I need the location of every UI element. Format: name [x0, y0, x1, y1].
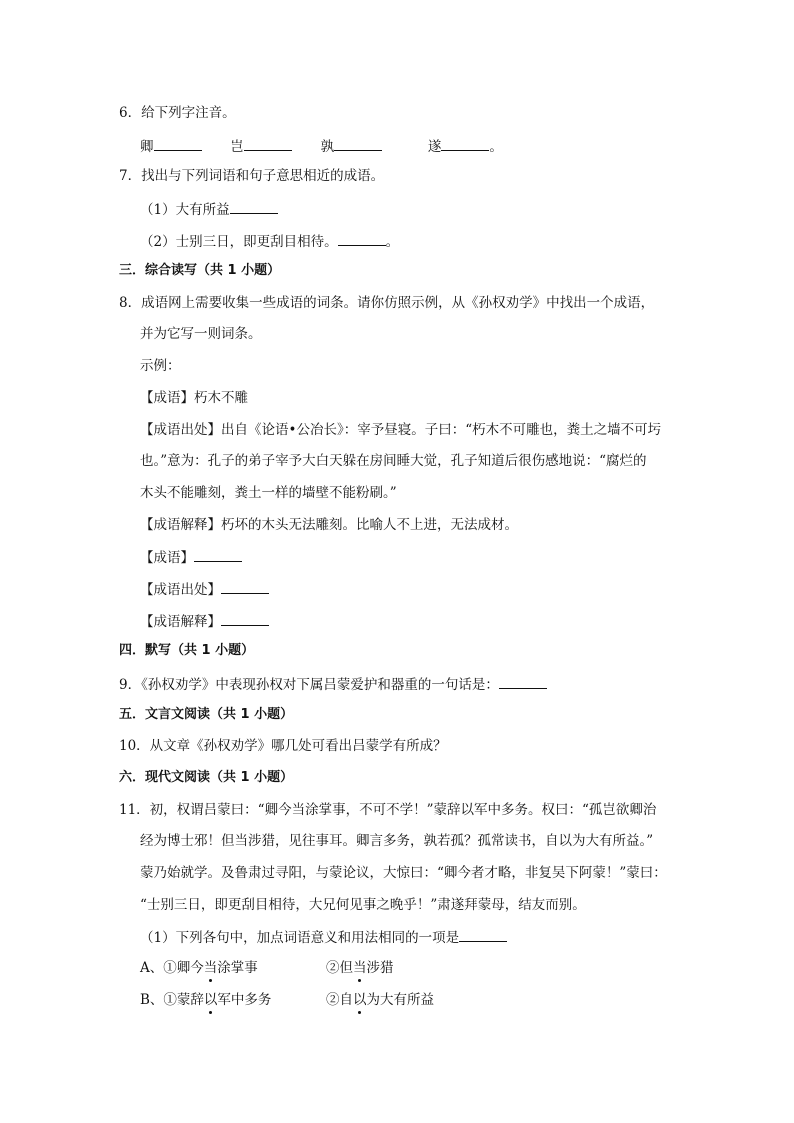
- q8-blank-source-label: 【成语出处】: [140, 582, 221, 598]
- dotted-word: 以: [203, 992, 218, 1008]
- dotted-word: 当: [353, 960, 367, 976]
- option-text: ①蒙辞: [163, 992, 204, 1008]
- q6-pinyin-row: [140, 136, 503, 156]
- q11-option-a-2: [326, 959, 394, 977]
- q7-sub2-text: （2）士别三日，即更刮目相待。: [140, 234, 338, 250]
- q11-option-b-2: [326, 991, 434, 1009]
- answer-blank[interactable]: [499, 674, 547, 689]
- q11-option-b[interactable]: [140, 991, 271, 1009]
- q11-passage-line4: “士别三日，即更刮目相待，大兄何见事之晚乎！”肃遂拜蒙母，结友而别。: [140, 897, 586, 913]
- q8-line2: 并为它写一则词条。: [140, 326, 262, 342]
- answer-blank[interactable]: [221, 611, 269, 626]
- q8-blank-meaning-label: 【成语解释】: [140, 614, 221, 630]
- q8-example-idiom: 【成语】朽木不雕: [140, 390, 248, 406]
- option-text: 涉猎: [366, 960, 394, 976]
- section-6-heading: 六．现代文阅读（共 1 小题）: [119, 770, 294, 785]
- q8-example-source-3: 木头不能雕刻，粪土一样的墙壁不能粉刷。”: [140, 485, 397, 501]
- option-text: 涂掌事: [217, 960, 258, 976]
- q7-sub1: [140, 199, 278, 219]
- answer-blank[interactable]: [244, 136, 292, 151]
- section-4-heading: 四．默写（共 1 小题）: [119, 643, 255, 658]
- q7-sub2-end: 。: [385, 234, 400, 250]
- q6-char: 岂: [230, 139, 244, 155]
- q6-char: 孰: [320, 139, 335, 155]
- q8-line1: 8．成语网上需要收集一些成语的词条。请你仿照示例，从《孙权劝学》中找出一个成语，: [119, 295, 655, 311]
- q6-item-3: [321, 136, 424, 156]
- section-3-heading: 三．综合读写（共 1 小题）: [119, 263, 281, 278]
- option-text: ②但: [326, 960, 353, 976]
- option-label: B、: [140, 992, 164, 1008]
- q9: [119, 674, 547, 694]
- section-5-heading: 五．文言文阅读（共 1 小题）: [119, 707, 294, 722]
- answer-blank[interactable]: [221, 579, 269, 594]
- q11-option-a[interactable]: [140, 959, 258, 977]
- q6-end: 。: [489, 139, 503, 155]
- answer-blank[interactable]: [441, 136, 489, 151]
- option-text: 为大有所益: [366, 992, 434, 1008]
- q7-sub2: [140, 231, 399, 251]
- answer-blank[interactable]: [338, 231, 386, 246]
- option-text: 军中多务: [217, 992, 272, 1008]
- answer-blank[interactable]: [154, 136, 202, 151]
- q6-char: 卿: [140, 139, 154, 155]
- q11-passage-line3: 蒙乃始就学。及鲁肃过寻阳，与蒙论议，大惊曰：“卿今者才略，非复吴下阿蒙！”蒙曰：: [140, 865, 667, 881]
- answer-blank[interactable]: [230, 199, 278, 214]
- answer-blank[interactable]: [334, 136, 382, 151]
- q6-item-1: [140, 136, 226, 156]
- q8-example-source-1: 【成语出处】出自《论语•公冶长》：宰予昼寝。子曰：“朽木不可雕也，粪土之墙不可圬: [140, 422, 662, 438]
- option-text: ②自: [326, 992, 353, 1008]
- q6-stem: 6．给下列字注音。: [119, 105, 236, 121]
- q8-blank-idiom-label: 【成语】: [140, 550, 194, 566]
- q8-example-source-2: 也。”意为：孔子的弟子宰予大白天躲在房间睡大觉，孔子知道后很伤感地说：“腐烂的: [140, 453, 647, 469]
- q8-blank-idiom: [140, 547, 242, 567]
- q8-example-label: 示例：: [140, 358, 181, 374]
- q6-char: 遂: [427, 139, 442, 155]
- dotted-word: 以: [353, 992, 367, 1008]
- q6-item-2: [230, 136, 316, 156]
- q7-stem: 7．找出与下列词语和句子意思相近的成语。: [119, 168, 385, 184]
- q10: 10．从文章《孙权劝学》哪几处可看出吕蒙学有所成？: [119, 738, 447, 754]
- answer-blank[interactable]: [459, 927, 507, 942]
- dotted-word: 当: [203, 960, 218, 976]
- q8-example-meaning: 【成语解释】朽坏的木头无法雕刻。比喻人不上进，无法成材。: [140, 517, 518, 533]
- option-text: ①卿今: [163, 960, 204, 976]
- q7-sub1-text: （1）大有所益: [140, 202, 230, 218]
- q9-text: 9．《孙权劝学》中表现孙权对下属吕蒙爱护和器重的一句话是：: [119, 677, 499, 693]
- option-label: A、: [140, 960, 164, 976]
- q11-passage-line2: 经为博士邪！但当涉猎，见往事耳。卿言多务，孰若孤？孤常读书，自以为大有所益。”: [140, 833, 654, 849]
- q6-item-4: [428, 136, 503, 156]
- q8-blank-meaning: [140, 611, 269, 631]
- q11-passage-line1: 11．初，权谓吕蒙曰：“卿今当涂掌事，不可不学！”蒙辞以军中多务。权曰：“孤岂欲卿治: [119, 802, 657, 818]
- answer-blank[interactable]: [194, 547, 242, 562]
- q8-blank-source: [140, 579, 269, 599]
- q11-sub1: [140, 927, 507, 947]
- q11-sub1-text: （1）下列各句中，加点词语意义和用法相同的一项是: [140, 930, 460, 946]
